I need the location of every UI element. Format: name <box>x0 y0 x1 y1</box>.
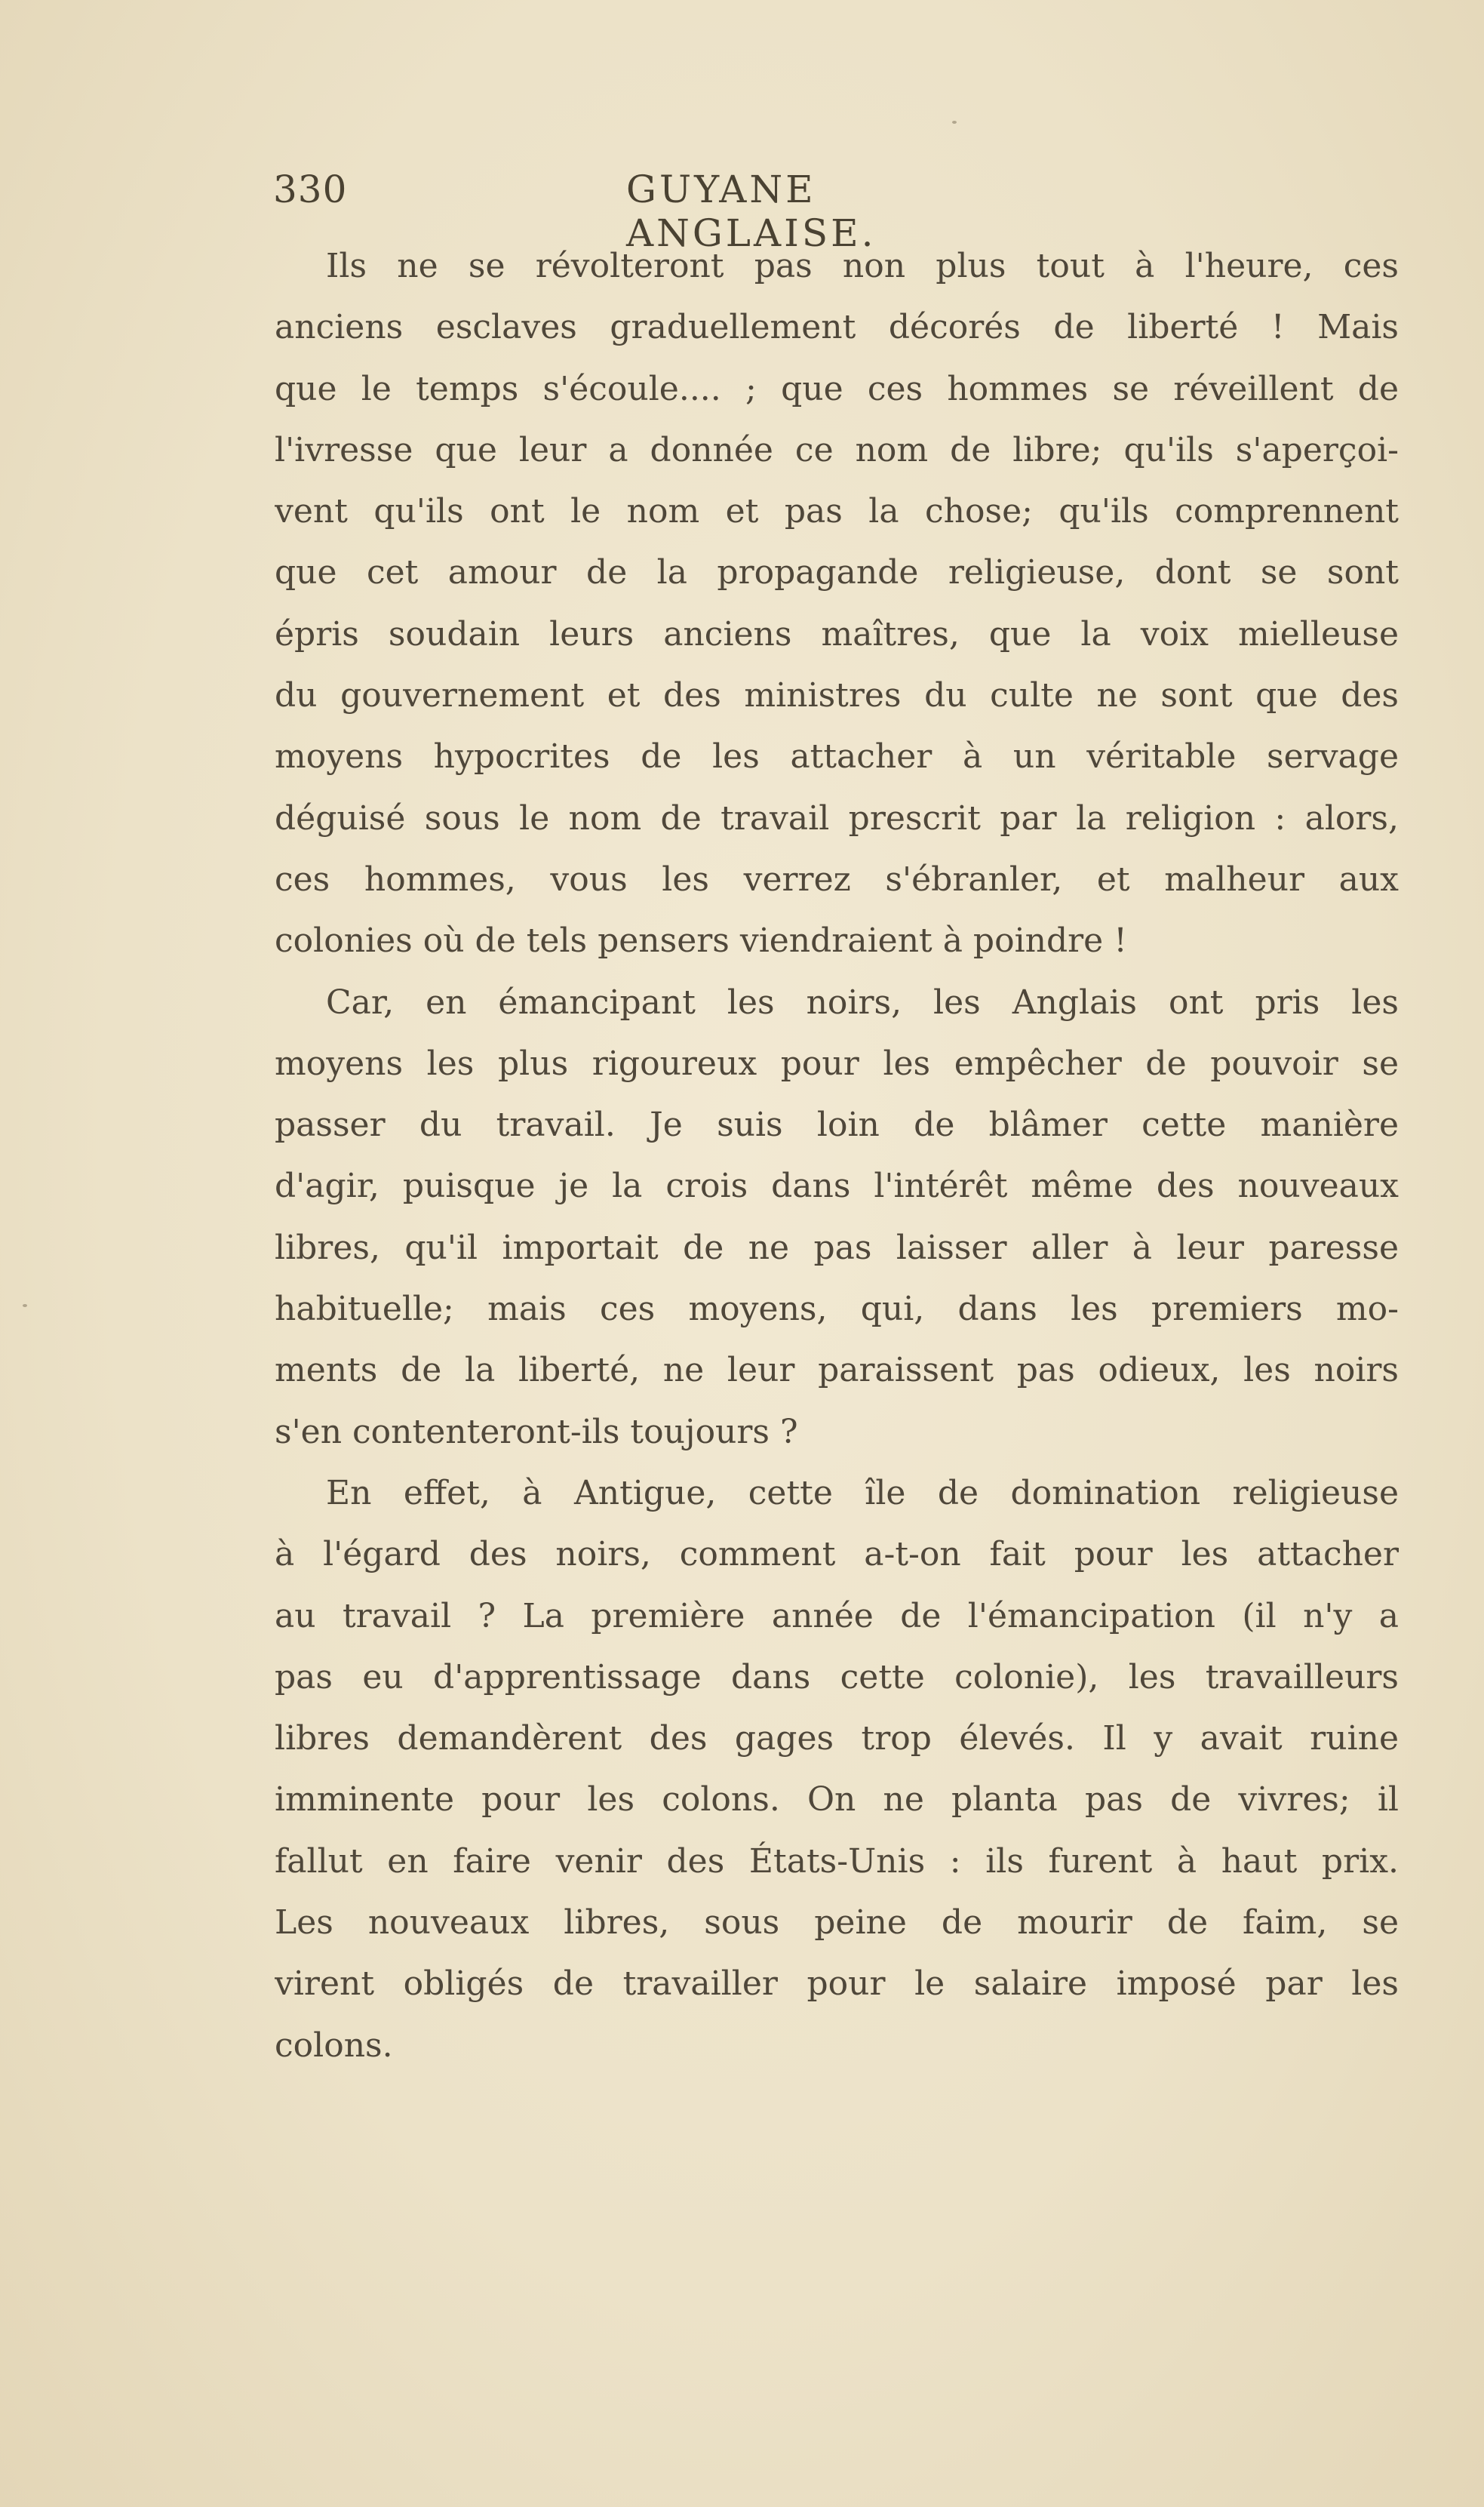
body-text <box>275 235 1399 2076</box>
page-header <box>273 168 1043 255</box>
text-line: En effet, à Antigue, cette île de domination religieuse <box>326 1473 1399 1512</box>
text-line: habituelle; mais ces moyens, qui, dans les premiers mo- <box>275 1290 1399 1329</box>
running-title: GUYANE ANGLAISE. <box>626 168 877 255</box>
text-line: ments de la liberté, ne leur paraissent pas odieux, les noirs <box>275 1351 1399 1390</box>
text-line: à l'égard des noirs, comment a-t-on fait pour les attacher <box>275 1535 1399 1574</box>
paper-speck <box>23 1304 27 1307</box>
text-line: épris soudain leurs anciens maîtres, que la voix mielleuse <box>275 614 1399 654</box>
text-line: ces hommes, vous les verrez s'ébranler, et malheur aux <box>275 860 1399 899</box>
text-line: moyens les plus rigoureux pour les empêcher de pouvoir se <box>275 1044 1399 1083</box>
text-line: s'en contenteront-ils toujours ? <box>275 1412 798 1451</box>
text-line: Car, en émancipant les noirs, les Anglais ont pris les <box>326 983 1399 1022</box>
text-line: anciens esclaves graduellement décorés de liberté ! Mais <box>275 308 1399 347</box>
page-number: 330 <box>273 168 348 211</box>
paper-speck <box>952 121 957 124</box>
text-line: Ils ne se révolteront pas non plus tout à l'heure, ces <box>326 247 1399 285</box>
text-line: pas eu d'apprentissage dans cette colonie), les travailleurs <box>275 1657 1399 1696</box>
text-line: libres demandèrent des gages trop élevés. Il y avait ruine <box>275 1719 1399 1758</box>
text-line: colonies où de tels pensers viendraient à poindre ! <box>275 921 1127 961</box>
text-line: imminente pour les colons. On ne planta pas de vivres; il <box>275 1780 1399 1819</box>
text-line: vent qu'ils ont le nom et pas la chose; qu'ils comprennent <box>275 492 1399 531</box>
text-line: que cet amour de la propagande religieuse, dont se sont <box>275 553 1399 592</box>
text-line: au travail ? La première année de l'émancipation (il n'y a <box>275 1596 1399 1635</box>
text-line: passer du travail. Je suis loin de blâmer cette manière <box>275 1106 1399 1145</box>
text-line: Les nouveaux libres, sous peine de mourir de faim, se <box>275 1903 1399 1943</box>
text-line: d'agir, puisque je la crois dans l'intérêt même des nouveaux <box>275 1167 1399 1206</box>
text-line: l'ivresse que leur a donnée ce nom de libre; qu'ils s'aperçoi- <box>275 430 1399 469</box>
text-line: déguisé sous le nom de travail prescrit par la religion : alors, <box>275 798 1399 838</box>
text-line: moyens hypocrites de les attacher à un véritable servage <box>275 737 1399 777</box>
text-line: virent obligés de travailler pour le salaire imposé par les <box>275 1964 1399 2004</box>
text-line: que le temps s'écoule.... ; que ces hommes se réveillent de <box>275 369 1399 408</box>
text-line: colons. <box>275 2026 393 2065</box>
text-line: fallut en faire venir des États-Unis : ils furent à haut prix. <box>275 1841 1399 1881</box>
text-line: du gouvernement et des ministres du culte ne sont que des <box>275 676 1399 715</box>
text-line: libres, qu'il importait de ne pas laisser aller à leur paresse <box>275 1228 1399 1267</box>
